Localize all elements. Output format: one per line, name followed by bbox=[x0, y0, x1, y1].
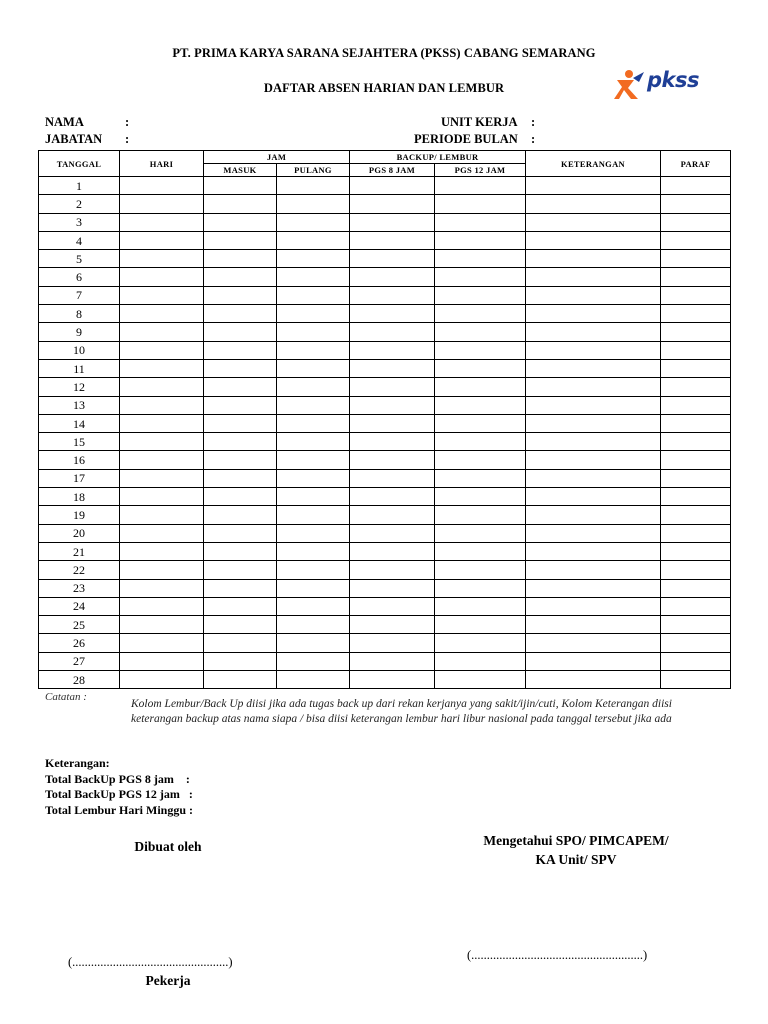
cell-tanggal: 12 bbox=[39, 378, 120, 396]
table-row bbox=[39, 231, 731, 249]
summary-title: Keterangan: bbox=[45, 756, 110, 770]
cell-keterangan[interactable] bbox=[526, 579, 661, 597]
cell-paraf[interactable] bbox=[661, 616, 731, 634]
signature-left-title: Dibuat oleh bbox=[134, 839, 202, 854]
cell-tanggal: 4 bbox=[39, 231, 120, 249]
table-row bbox=[39, 579, 731, 597]
cell-pulang[interactable] bbox=[277, 671, 350, 689]
cell-masuk[interactable] bbox=[204, 579, 277, 597]
cell-pulang[interactable] bbox=[277, 451, 350, 469]
cell-tanggal: 25 bbox=[39, 616, 120, 634]
cell-masuk[interactable] bbox=[204, 195, 277, 213]
cell-paraf[interactable] bbox=[661, 414, 731, 432]
cell-tanggal: 6 bbox=[39, 268, 120, 286]
cell-paraf[interactable] bbox=[661, 195, 731, 213]
periode-label: PERIODE BULAN bbox=[414, 132, 518, 146]
cell-pgs8[interactable] bbox=[350, 652, 435, 670]
cell-pulang[interactable] bbox=[277, 231, 350, 249]
cell-pgs8[interactable] bbox=[350, 213, 435, 231]
cell-keterangan[interactable] bbox=[526, 177, 661, 195]
cell-hari[interactable] bbox=[120, 213, 204, 231]
cell-pulang[interactable] bbox=[277, 506, 350, 524]
cell-keterangan[interactable] bbox=[526, 671, 661, 689]
cell-pgs12[interactable] bbox=[435, 542, 526, 560]
table-row bbox=[39, 378, 731, 396]
cell-pgs12[interactable] bbox=[435, 378, 526, 396]
cell-hari[interactable] bbox=[120, 231, 204, 249]
cell-keterangan[interactable] bbox=[526, 378, 661, 396]
cell-masuk[interactable] bbox=[204, 561, 277, 579]
cell-pulang[interactable] bbox=[277, 597, 350, 615]
signature-right-title-1: Mengetahui SPO/ PIMCAPEM/ bbox=[483, 833, 669, 848]
cell-hari[interactable] bbox=[120, 634, 204, 652]
notes-label: Catatan : bbox=[45, 691, 87, 703]
cell-pulang[interactable] bbox=[277, 652, 350, 670]
cell-pgs12[interactable] bbox=[435, 323, 526, 341]
cell-hari[interactable] bbox=[120, 469, 204, 487]
logo-text: pkss bbox=[647, 68, 699, 92]
cell-tanggal: 11 bbox=[39, 359, 120, 377]
cell-tanggal: 9 bbox=[39, 323, 120, 341]
cell-pgs8[interactable] bbox=[350, 579, 435, 597]
cell-pgs8[interactable] bbox=[350, 671, 435, 689]
cell-hari[interactable] bbox=[120, 177, 204, 195]
table-row bbox=[39, 213, 731, 231]
cell-keterangan[interactable] bbox=[526, 488, 661, 506]
cell-pgs12[interactable] bbox=[435, 250, 526, 268]
cell-pgs12[interactable] bbox=[435, 469, 526, 487]
cell-pgs12[interactable] bbox=[435, 213, 526, 231]
cell-paraf[interactable] bbox=[661, 268, 731, 286]
cell-tanggal: 28 bbox=[39, 671, 120, 689]
cell-pgs8[interactable] bbox=[350, 378, 435, 396]
periode-colon: : bbox=[531, 132, 536, 146]
cell-pulang[interactable] bbox=[277, 542, 350, 560]
cell-keterangan[interactable] bbox=[526, 305, 661, 323]
cell-keterangan[interactable] bbox=[526, 213, 661, 231]
cell-paraf[interactable] bbox=[661, 177, 731, 195]
cell-masuk[interactable] bbox=[204, 634, 277, 652]
cell-pulang[interactable] bbox=[277, 616, 350, 634]
cell-keterangan[interactable] bbox=[526, 414, 661, 432]
cell-hari[interactable] bbox=[120, 323, 204, 341]
header-hari: HARI bbox=[120, 151, 204, 177]
cell-tanggal: 17 bbox=[39, 469, 120, 487]
table-row bbox=[39, 268, 731, 286]
cell-pgs8[interactable] bbox=[350, 433, 435, 451]
cell-pgs8[interactable] bbox=[350, 268, 435, 286]
cell-pgs8[interactable] bbox=[350, 561, 435, 579]
cell-pgs8[interactable] bbox=[350, 469, 435, 487]
cell-masuk[interactable] bbox=[204, 378, 277, 396]
cell-pgs8[interactable] bbox=[350, 451, 435, 469]
cell-hari[interactable] bbox=[120, 378, 204, 396]
header-pulang: PULANG bbox=[277, 164, 350, 177]
cell-tanggal: 8 bbox=[39, 305, 120, 323]
cell-keterangan[interactable] bbox=[526, 616, 661, 634]
pkss-mark-icon bbox=[614, 68, 648, 102]
cell-masuk[interactable] bbox=[204, 305, 277, 323]
cell-masuk[interactable] bbox=[204, 469, 277, 487]
summary-backup-8: Total BackUp PGS 8 jam : bbox=[45, 771, 190, 786]
cell-pgs12[interactable] bbox=[435, 488, 526, 506]
cell-tanggal: 3 bbox=[39, 213, 120, 231]
cell-pgs12[interactable] bbox=[435, 652, 526, 670]
cell-paraf[interactable] bbox=[661, 323, 731, 341]
cell-pgs12[interactable] bbox=[435, 231, 526, 249]
cell-tanggal: 27 bbox=[39, 652, 120, 670]
cell-hari[interactable] bbox=[120, 286, 204, 304]
cell-hari[interactable] bbox=[120, 433, 204, 451]
cell-hari[interactable] bbox=[120, 195, 204, 213]
cell-paraf[interactable] bbox=[661, 231, 731, 249]
table-row bbox=[39, 451, 731, 469]
cell-keterangan[interactable] bbox=[526, 323, 661, 341]
cell-pulang[interactable] bbox=[277, 213, 350, 231]
cell-pulang[interactable] bbox=[277, 195, 350, 213]
cell-pulang[interactable] bbox=[277, 305, 350, 323]
cell-paraf[interactable] bbox=[661, 213, 731, 231]
table-row bbox=[39, 341, 731, 359]
cell-pgs12[interactable] bbox=[435, 597, 526, 615]
cell-pgs12[interactable] bbox=[435, 634, 526, 652]
cell-paraf[interactable] bbox=[661, 652, 731, 670]
cell-tanggal: 20 bbox=[39, 524, 120, 542]
cell-masuk[interactable] bbox=[204, 616, 277, 634]
cell-pulang[interactable] bbox=[277, 469, 350, 487]
table-row bbox=[39, 433, 731, 451]
cell-masuk[interactable] bbox=[204, 414, 277, 432]
cell-tanggal: 16 bbox=[39, 451, 120, 469]
cell-pgs12[interactable] bbox=[435, 286, 526, 304]
cell-pgs12[interactable] bbox=[435, 195, 526, 213]
cell-keterangan[interactable] bbox=[526, 634, 661, 652]
cell-keterangan[interactable] bbox=[526, 433, 661, 451]
table-row bbox=[39, 286, 731, 304]
pkss-logo bbox=[614, 68, 714, 102]
cell-pulang[interactable] bbox=[277, 378, 350, 396]
cell-paraf[interactable] bbox=[661, 506, 731, 524]
cell-tanggal: 2 bbox=[39, 195, 120, 213]
cell-pgs8[interactable] bbox=[350, 396, 435, 414]
cell-pgs8[interactable] bbox=[350, 597, 435, 615]
table-row bbox=[39, 250, 731, 268]
notes-text: Kolom Lembur/Back Up diisi jika ada tugas back up dari rekan kerjanya yang sakit/ijin/cuti, Kolom Keterangan diisi keterangan backup atas nama siapa / bisa diisi keterangan lembur hari libur nasional pada tanggal tersebut jika ada bbox=[131, 698, 672, 725]
cell-paraf[interactable] bbox=[661, 341, 731, 359]
cell-tanggal: 14 bbox=[39, 414, 120, 432]
cell-pgs8[interactable] bbox=[350, 524, 435, 542]
cell-pulang[interactable] bbox=[277, 524, 350, 542]
header-masuk: MASUK bbox=[204, 164, 277, 177]
cell-pgs12[interactable] bbox=[435, 616, 526, 634]
cell-hari[interactable] bbox=[120, 250, 204, 268]
unit-kerja-label: UNIT KERJA bbox=[441, 115, 518, 129]
table-row bbox=[39, 542, 731, 560]
cell-pgs8[interactable] bbox=[350, 341, 435, 359]
cell-pulang[interactable] bbox=[277, 359, 350, 377]
cell-paraf[interactable] bbox=[661, 524, 731, 542]
form-title: DAFTAR ABSEN HARIAN DAN LEMBUR bbox=[263, 81, 505, 95]
cell-masuk[interactable] bbox=[204, 524, 277, 542]
table-row bbox=[39, 177, 731, 195]
cell-paraf[interactable] bbox=[661, 561, 731, 579]
cell-pulang[interactable] bbox=[277, 579, 350, 597]
signature-left-name: Pekerja bbox=[145, 973, 191, 988]
summary-lembur-minggu: Total Lembur Hari Minggu : bbox=[45, 802, 194, 817]
cell-tanggal: 21 bbox=[39, 542, 120, 560]
cell-hari[interactable] bbox=[120, 359, 204, 377]
cell-pgs12[interactable] bbox=[435, 451, 526, 469]
cell-paraf[interactable] bbox=[661, 634, 731, 652]
cell-paraf[interactable] bbox=[661, 597, 731, 615]
cell-masuk[interactable] bbox=[204, 286, 277, 304]
table-row bbox=[39, 671, 731, 689]
cell-hari[interactable] bbox=[120, 542, 204, 560]
cell-masuk[interactable] bbox=[204, 451, 277, 469]
cell-pgs8[interactable] bbox=[350, 634, 435, 652]
cell-keterangan[interactable] bbox=[526, 524, 661, 542]
cell-tanggal: 23 bbox=[39, 579, 120, 597]
table-row bbox=[39, 634, 731, 652]
cell-paraf[interactable] bbox=[661, 451, 731, 469]
cell-pulang[interactable] bbox=[277, 561, 350, 579]
cell-pgs12[interactable] bbox=[435, 341, 526, 359]
cell-tanggal: 5 bbox=[39, 250, 120, 268]
company-title: PT. PRIMA KARYA SARANA SEJAHTERA (PKSS) CABANG SEMARANG bbox=[172, 46, 596, 60]
table-row bbox=[39, 359, 731, 377]
cell-pgs8[interactable] bbox=[350, 286, 435, 304]
table-row bbox=[39, 506, 731, 524]
cell-hari[interactable] bbox=[120, 268, 204, 286]
table-row bbox=[39, 195, 731, 213]
cell-masuk[interactable] bbox=[204, 542, 277, 560]
cell-masuk[interactable] bbox=[204, 488, 277, 506]
cell-hari[interactable] bbox=[120, 414, 204, 432]
cell-pulang[interactable] bbox=[277, 414, 350, 432]
cell-masuk[interactable] bbox=[204, 671, 277, 689]
cell-tanggal: 15 bbox=[39, 433, 120, 451]
cell-masuk[interactable] bbox=[204, 506, 277, 524]
cell-keterangan[interactable] bbox=[526, 286, 661, 304]
summary-block bbox=[45, 756, 193, 818]
cell-paraf[interactable] bbox=[661, 469, 731, 487]
header-pgs8: PGS 8 JAM bbox=[350, 164, 435, 177]
cell-masuk[interactable] bbox=[204, 177, 277, 195]
table-row bbox=[39, 488, 731, 506]
cell-masuk[interactable] bbox=[204, 323, 277, 341]
cell-hari[interactable] bbox=[120, 524, 204, 542]
cell-tanggal: 22 bbox=[39, 561, 120, 579]
cell-hari[interactable] bbox=[120, 561, 204, 579]
cell-paraf[interactable] bbox=[661, 359, 731, 377]
cell-hari[interactable] bbox=[120, 396, 204, 414]
cell-hari[interactable] bbox=[120, 305, 204, 323]
cell-keterangan[interactable] bbox=[526, 250, 661, 268]
attendance-table bbox=[38, 150, 731, 689]
cell-pulang[interactable] bbox=[277, 396, 350, 414]
cell-pgs12[interactable] bbox=[435, 414, 526, 432]
cell-pulang[interactable] bbox=[277, 634, 350, 652]
cell-paraf[interactable] bbox=[661, 378, 731, 396]
cell-hari[interactable] bbox=[120, 579, 204, 597]
cell-paraf[interactable] bbox=[661, 433, 731, 451]
cell-masuk[interactable] bbox=[204, 359, 277, 377]
cell-pulang[interactable] bbox=[277, 250, 350, 268]
cell-keterangan[interactable] bbox=[526, 359, 661, 377]
cell-pgs12[interactable] bbox=[435, 561, 526, 579]
cell-pgs12[interactable] bbox=[435, 268, 526, 286]
cell-tanggal: 13 bbox=[39, 396, 120, 414]
header-tanggal: TANGGAL bbox=[39, 151, 120, 177]
cell-masuk[interactable] bbox=[204, 268, 277, 286]
cell-hari[interactable] bbox=[120, 652, 204, 670]
cell-paraf[interactable] bbox=[661, 542, 731, 560]
table-row bbox=[39, 524, 731, 542]
header-keterangan: KETERANGAN bbox=[526, 151, 661, 177]
cell-pgs12[interactable] bbox=[435, 433, 526, 451]
table-row bbox=[39, 616, 731, 634]
cell-paraf[interactable] bbox=[661, 250, 731, 268]
table-row bbox=[39, 597, 731, 615]
cell-pgs8[interactable] bbox=[350, 177, 435, 195]
cell-keterangan[interactable] bbox=[526, 542, 661, 560]
cell-tanggal: 10 bbox=[39, 341, 120, 359]
cell-keterangan[interactable] bbox=[526, 469, 661, 487]
cell-pgs8[interactable] bbox=[350, 323, 435, 341]
cell-masuk[interactable] bbox=[204, 231, 277, 249]
nama-label: NAMA bbox=[45, 115, 84, 129]
cell-pgs8[interactable] bbox=[350, 488, 435, 506]
summary-backup-12: Total BackUp PGS 12 jam : bbox=[45, 787, 193, 801]
cell-keterangan[interactable] bbox=[526, 231, 661, 249]
cell-keterangan[interactable] bbox=[526, 506, 661, 524]
cell-keterangan[interactable] bbox=[526, 341, 661, 359]
cell-pgs12[interactable] bbox=[435, 671, 526, 689]
cell-pulang[interactable] bbox=[277, 323, 350, 341]
cell-keterangan[interactable] bbox=[526, 652, 661, 670]
cell-keterangan[interactable] bbox=[526, 195, 661, 213]
table-row bbox=[39, 469, 731, 487]
cell-pgs12[interactable] bbox=[435, 579, 526, 597]
cell-masuk[interactable] bbox=[204, 341, 277, 359]
cell-hari[interactable] bbox=[120, 506, 204, 524]
table-row bbox=[39, 414, 731, 432]
jabatan-label: JABATAN bbox=[45, 132, 103, 146]
table-row bbox=[39, 652, 731, 670]
cell-pulang[interactable] bbox=[277, 177, 350, 195]
table-row bbox=[39, 305, 731, 323]
cell-masuk[interactable] bbox=[204, 213, 277, 231]
cell-pgs12[interactable] bbox=[435, 177, 526, 195]
cell-pgs8[interactable] bbox=[350, 616, 435, 634]
cell-tanggal: 18 bbox=[39, 488, 120, 506]
signature-left-line: (..................................................) bbox=[68, 955, 233, 969]
cell-tanggal: 7 bbox=[39, 286, 120, 304]
cell-pgs8[interactable] bbox=[350, 542, 435, 560]
cell-pulang[interactable] bbox=[277, 341, 350, 359]
cell-paraf[interactable] bbox=[661, 286, 731, 304]
cell-keterangan[interactable] bbox=[526, 597, 661, 615]
cell-hari[interactable] bbox=[120, 488, 204, 506]
header-backup-lembur: BACKUP/ LEMBUR bbox=[350, 151, 526, 164]
cell-hari[interactable] bbox=[120, 451, 204, 469]
signature-right-line: (.......................................................) bbox=[467, 948, 648, 962]
cell-pgs8[interactable] bbox=[350, 250, 435, 268]
cell-keterangan[interactable] bbox=[526, 268, 661, 286]
cell-paraf[interactable] bbox=[661, 488, 731, 506]
cell-pgs8[interactable] bbox=[350, 305, 435, 323]
cell-paraf[interactable] bbox=[661, 671, 731, 689]
cell-pgs12[interactable] bbox=[435, 506, 526, 524]
table-row bbox=[39, 561, 731, 579]
header-paraf: PARAF bbox=[661, 151, 731, 177]
unit-kerja-colon: : bbox=[531, 115, 536, 129]
table-row bbox=[39, 323, 731, 341]
cell-hari[interactable] bbox=[120, 597, 204, 615]
cell-pgs8[interactable] bbox=[350, 506, 435, 524]
cell-paraf[interactable] bbox=[661, 305, 731, 323]
jabatan-colon: : bbox=[125, 132, 130, 146]
cell-pgs8[interactable] bbox=[350, 231, 435, 249]
cell-pgs12[interactable] bbox=[435, 305, 526, 323]
cell-tanggal: 26 bbox=[39, 634, 120, 652]
cell-pulang[interactable] bbox=[277, 268, 350, 286]
cell-keterangan[interactable] bbox=[526, 561, 661, 579]
cell-masuk[interactable] bbox=[204, 396, 277, 414]
cell-paraf[interactable] bbox=[661, 396, 731, 414]
cell-tanggal: 1 bbox=[39, 177, 120, 195]
cell-pgs12[interactable] bbox=[435, 396, 526, 414]
cell-pulang[interactable] bbox=[277, 488, 350, 506]
cell-masuk[interactable] bbox=[204, 652, 277, 670]
signature-right-title-2: KA Unit/ SPV bbox=[535, 852, 617, 867]
header-pgs12: PGS 12 JAM bbox=[435, 164, 526, 177]
cell-pgs12[interactable] bbox=[435, 359, 526, 377]
cell-pgs8[interactable] bbox=[350, 414, 435, 432]
cell-pulang[interactable] bbox=[277, 286, 350, 304]
cell-pgs8[interactable] bbox=[350, 359, 435, 377]
nama-colon: : bbox=[125, 115, 130, 129]
table-row bbox=[39, 396, 731, 414]
cell-hari[interactable] bbox=[120, 341, 204, 359]
header-jam: JAM bbox=[204, 151, 350, 164]
cell-keterangan[interactable] bbox=[526, 396, 661, 414]
cell-tanggal: 19 bbox=[39, 506, 120, 524]
cell-masuk[interactable] bbox=[204, 250, 277, 268]
cell-pgs12[interactable] bbox=[435, 524, 526, 542]
cell-tanggal: 24 bbox=[39, 597, 120, 615]
cell-masuk[interactable] bbox=[204, 433, 277, 451]
cell-hari[interactable] bbox=[120, 616, 204, 634]
cell-pgs8[interactable] bbox=[350, 195, 435, 213]
cell-pulang[interactable] bbox=[277, 433, 350, 451]
cell-masuk[interactable] bbox=[204, 597, 277, 615]
cell-keterangan[interactable] bbox=[526, 451, 661, 469]
cell-paraf[interactable] bbox=[661, 579, 731, 597]
cell-hari[interactable] bbox=[120, 671, 204, 689]
